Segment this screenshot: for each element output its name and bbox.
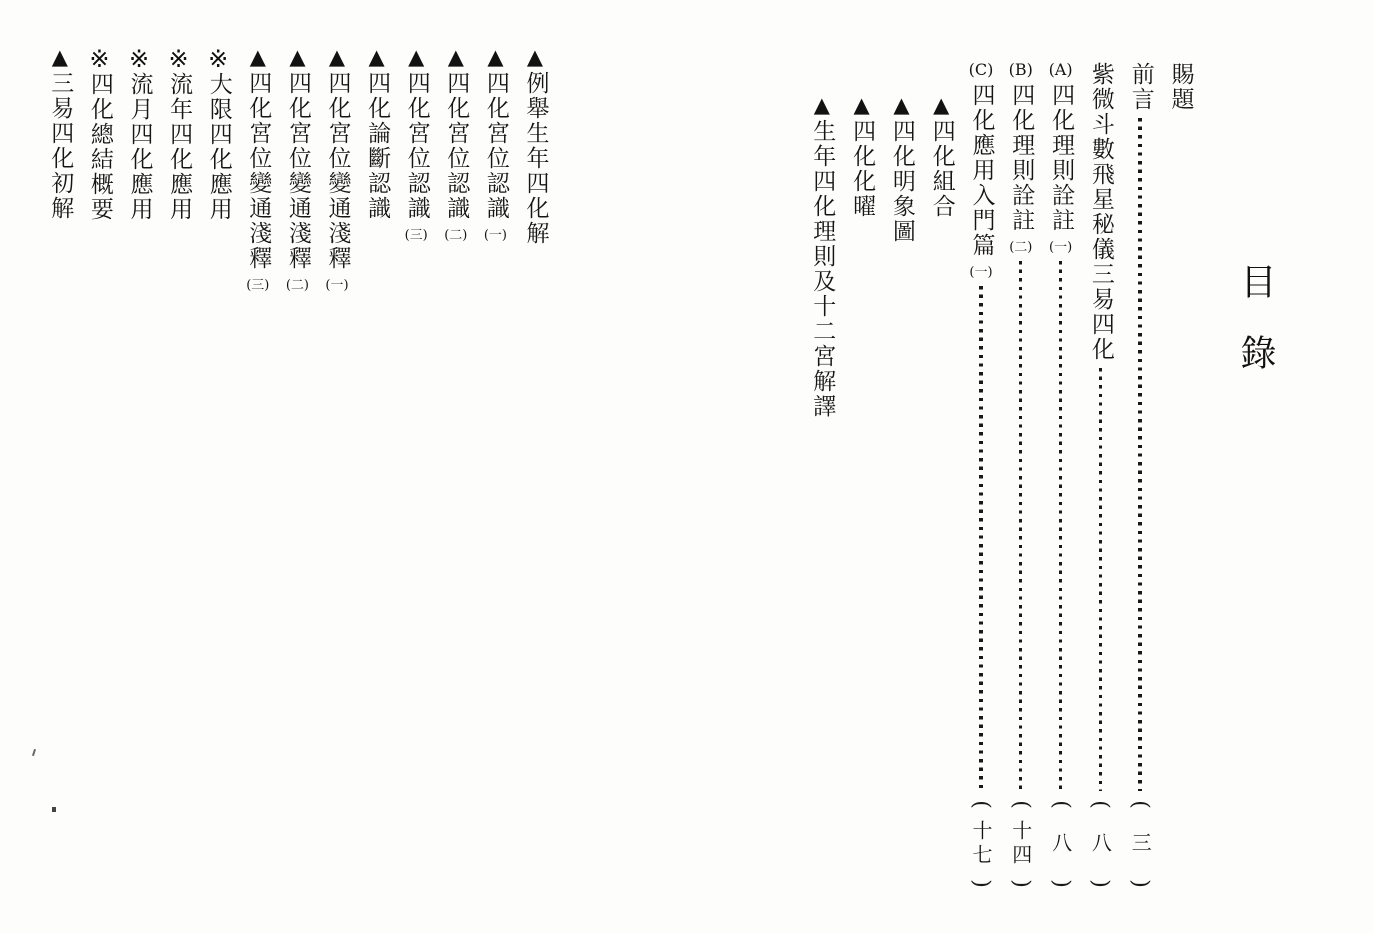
entry-title: 四化宮位認識 bbox=[403, 71, 430, 221]
page-title: 目錄 bbox=[1235, 263, 1276, 405]
toc-entry bbox=[80, 47, 118, 222]
toc-entry bbox=[516, 47, 554, 246]
vertical-open-paren: ( bbox=[969, 800, 994, 809]
entry-part-number: (二) bbox=[444, 228, 468, 243]
toc-entry bbox=[41, 47, 79, 221]
entry-letter-marker: (A) bbox=[1048, 60, 1073, 79]
vertical-open-paren: ( bbox=[1048, 800, 1074, 809]
toc-entry bbox=[239, 47, 277, 293]
entry-title: 三易四化初解 bbox=[47, 71, 74, 221]
toc-entry bbox=[476, 47, 514, 243]
reference-marker-icon: ※ bbox=[89, 45, 110, 73]
entry-part-number: (一) bbox=[1049, 240, 1073, 255]
triangle-marker-icon: ▲ bbox=[933, 93, 950, 117]
scan-artifact bbox=[52, 807, 56, 812]
toc-entry bbox=[318, 47, 356, 293]
vertical-open-paren: ( bbox=[1128, 800, 1154, 809]
vertical-close-paren: ) bbox=[1088, 879, 1114, 888]
entry-title: 紫微斗數飛星秘儀三易四化 bbox=[1087, 62, 1114, 362]
toc-entry bbox=[278, 47, 316, 293]
reference-marker-icon: ※ bbox=[168, 45, 189, 73]
entry-part-number: (一) bbox=[325, 278, 349, 293]
toc-entry bbox=[120, 47, 158, 222]
entry-title: 四化總結概要 bbox=[86, 72, 113, 222]
page-number-value: 八 bbox=[1048, 832, 1073, 856]
entry-title: 四化理則詮註 bbox=[1008, 83, 1035, 233]
toc-entry bbox=[160, 47, 198, 222]
vertical-close-paren: ) bbox=[1008, 879, 1034, 888]
triangle-marker-icon: ▲ bbox=[813, 93, 830, 117]
reference-marker-icon: ※ bbox=[208, 45, 229, 73]
triangle-marker-icon: ▲ bbox=[526, 45, 544, 69]
vertical-close-paren: ) bbox=[969, 879, 994, 888]
entry-title: 四化宮位認識 bbox=[482, 71, 509, 221]
page-number-value: 十七 bbox=[969, 820, 993, 868]
entry-title: 生年四化理則及十二宮解譯 bbox=[809, 119, 836, 419]
entry-part-number: (一) bbox=[483, 228, 507, 243]
triangle-marker-icon: ▲ bbox=[368, 45, 385, 69]
toc-entry bbox=[199, 47, 237, 222]
toc-entry bbox=[437, 47, 475, 243]
toc-entry bbox=[358, 47, 396, 221]
entry-title: 四化宮位變通淺釋 bbox=[284, 71, 311, 271]
entry-title: 四化理則詮註 bbox=[1048, 83, 1075, 233]
triangle-marker-icon: ▲ bbox=[853, 93, 870, 117]
triangle-marker-icon: ▲ bbox=[51, 45, 68, 69]
entry-title: 四化化曜 bbox=[849, 119, 876, 219]
triangle-marker-icon: ▲ bbox=[408, 45, 425, 69]
vertical-open-paren: ( bbox=[1008, 800, 1034, 809]
entry-title: 前言 bbox=[1127, 62, 1154, 112]
vertical-open-paren: ( bbox=[1088, 800, 1114, 809]
entry-part-number: (二) bbox=[1009, 240, 1033, 255]
page-number-value: 十四 bbox=[1008, 820, 1033, 868]
entry-title: 四化宮位認識 bbox=[443, 71, 470, 221]
entry-title: 賜題 bbox=[1167, 62, 1194, 112]
entry-title: 流年四化應用 bbox=[166, 72, 193, 222]
entry-part-number: (一) bbox=[969, 265, 993, 280]
entry-part-number: (二) bbox=[285, 278, 309, 293]
entry-title: 四化論斷認識 bbox=[364, 71, 391, 221]
entry-title: 四化宮位變通淺釋 bbox=[324, 71, 351, 271]
triangle-marker-icon: ▲ bbox=[893, 93, 910, 117]
entry-letter-marker: (B) bbox=[1008, 60, 1033, 79]
entry-title: 四化組合 bbox=[928, 119, 955, 219]
vertical-close-paren: ) bbox=[1048, 879, 1074, 888]
entry-title: 四化宮位變通淺釋 bbox=[245, 71, 272, 271]
page-number-value: 三 bbox=[1128, 832, 1153, 856]
toc-entry bbox=[397, 47, 435, 243]
entry-letter-marker: (C) bbox=[968, 60, 994, 79]
entry-title: 四化應用入門篇 bbox=[968, 83, 995, 258]
vertical-close-paren: ) bbox=[1128, 879, 1154, 888]
triangle-marker-icon: ▲ bbox=[487, 45, 504, 69]
triangle-marker-icon: ▲ bbox=[249, 45, 266, 69]
reference-marker-icon: ※ bbox=[128, 45, 150, 73]
entry-title: 大限四化應用 bbox=[205, 72, 232, 222]
entry-title: 流月四化應用 bbox=[126, 72, 153, 222]
triangle-marker-icon: ▲ bbox=[447, 45, 464, 69]
entry-title: 例舉生年四化解 bbox=[522, 71, 549, 246]
entry-title: 四化明象圖 bbox=[888, 119, 915, 244]
triangle-marker-icon: ▲ bbox=[328, 45, 346, 69]
entry-part-number: (三) bbox=[404, 228, 428, 243]
page-number-value: 八 bbox=[1088, 832, 1113, 856]
entry-part-number: (三) bbox=[246, 278, 270, 293]
triangle-marker-icon: ▲ bbox=[289, 45, 306, 69]
